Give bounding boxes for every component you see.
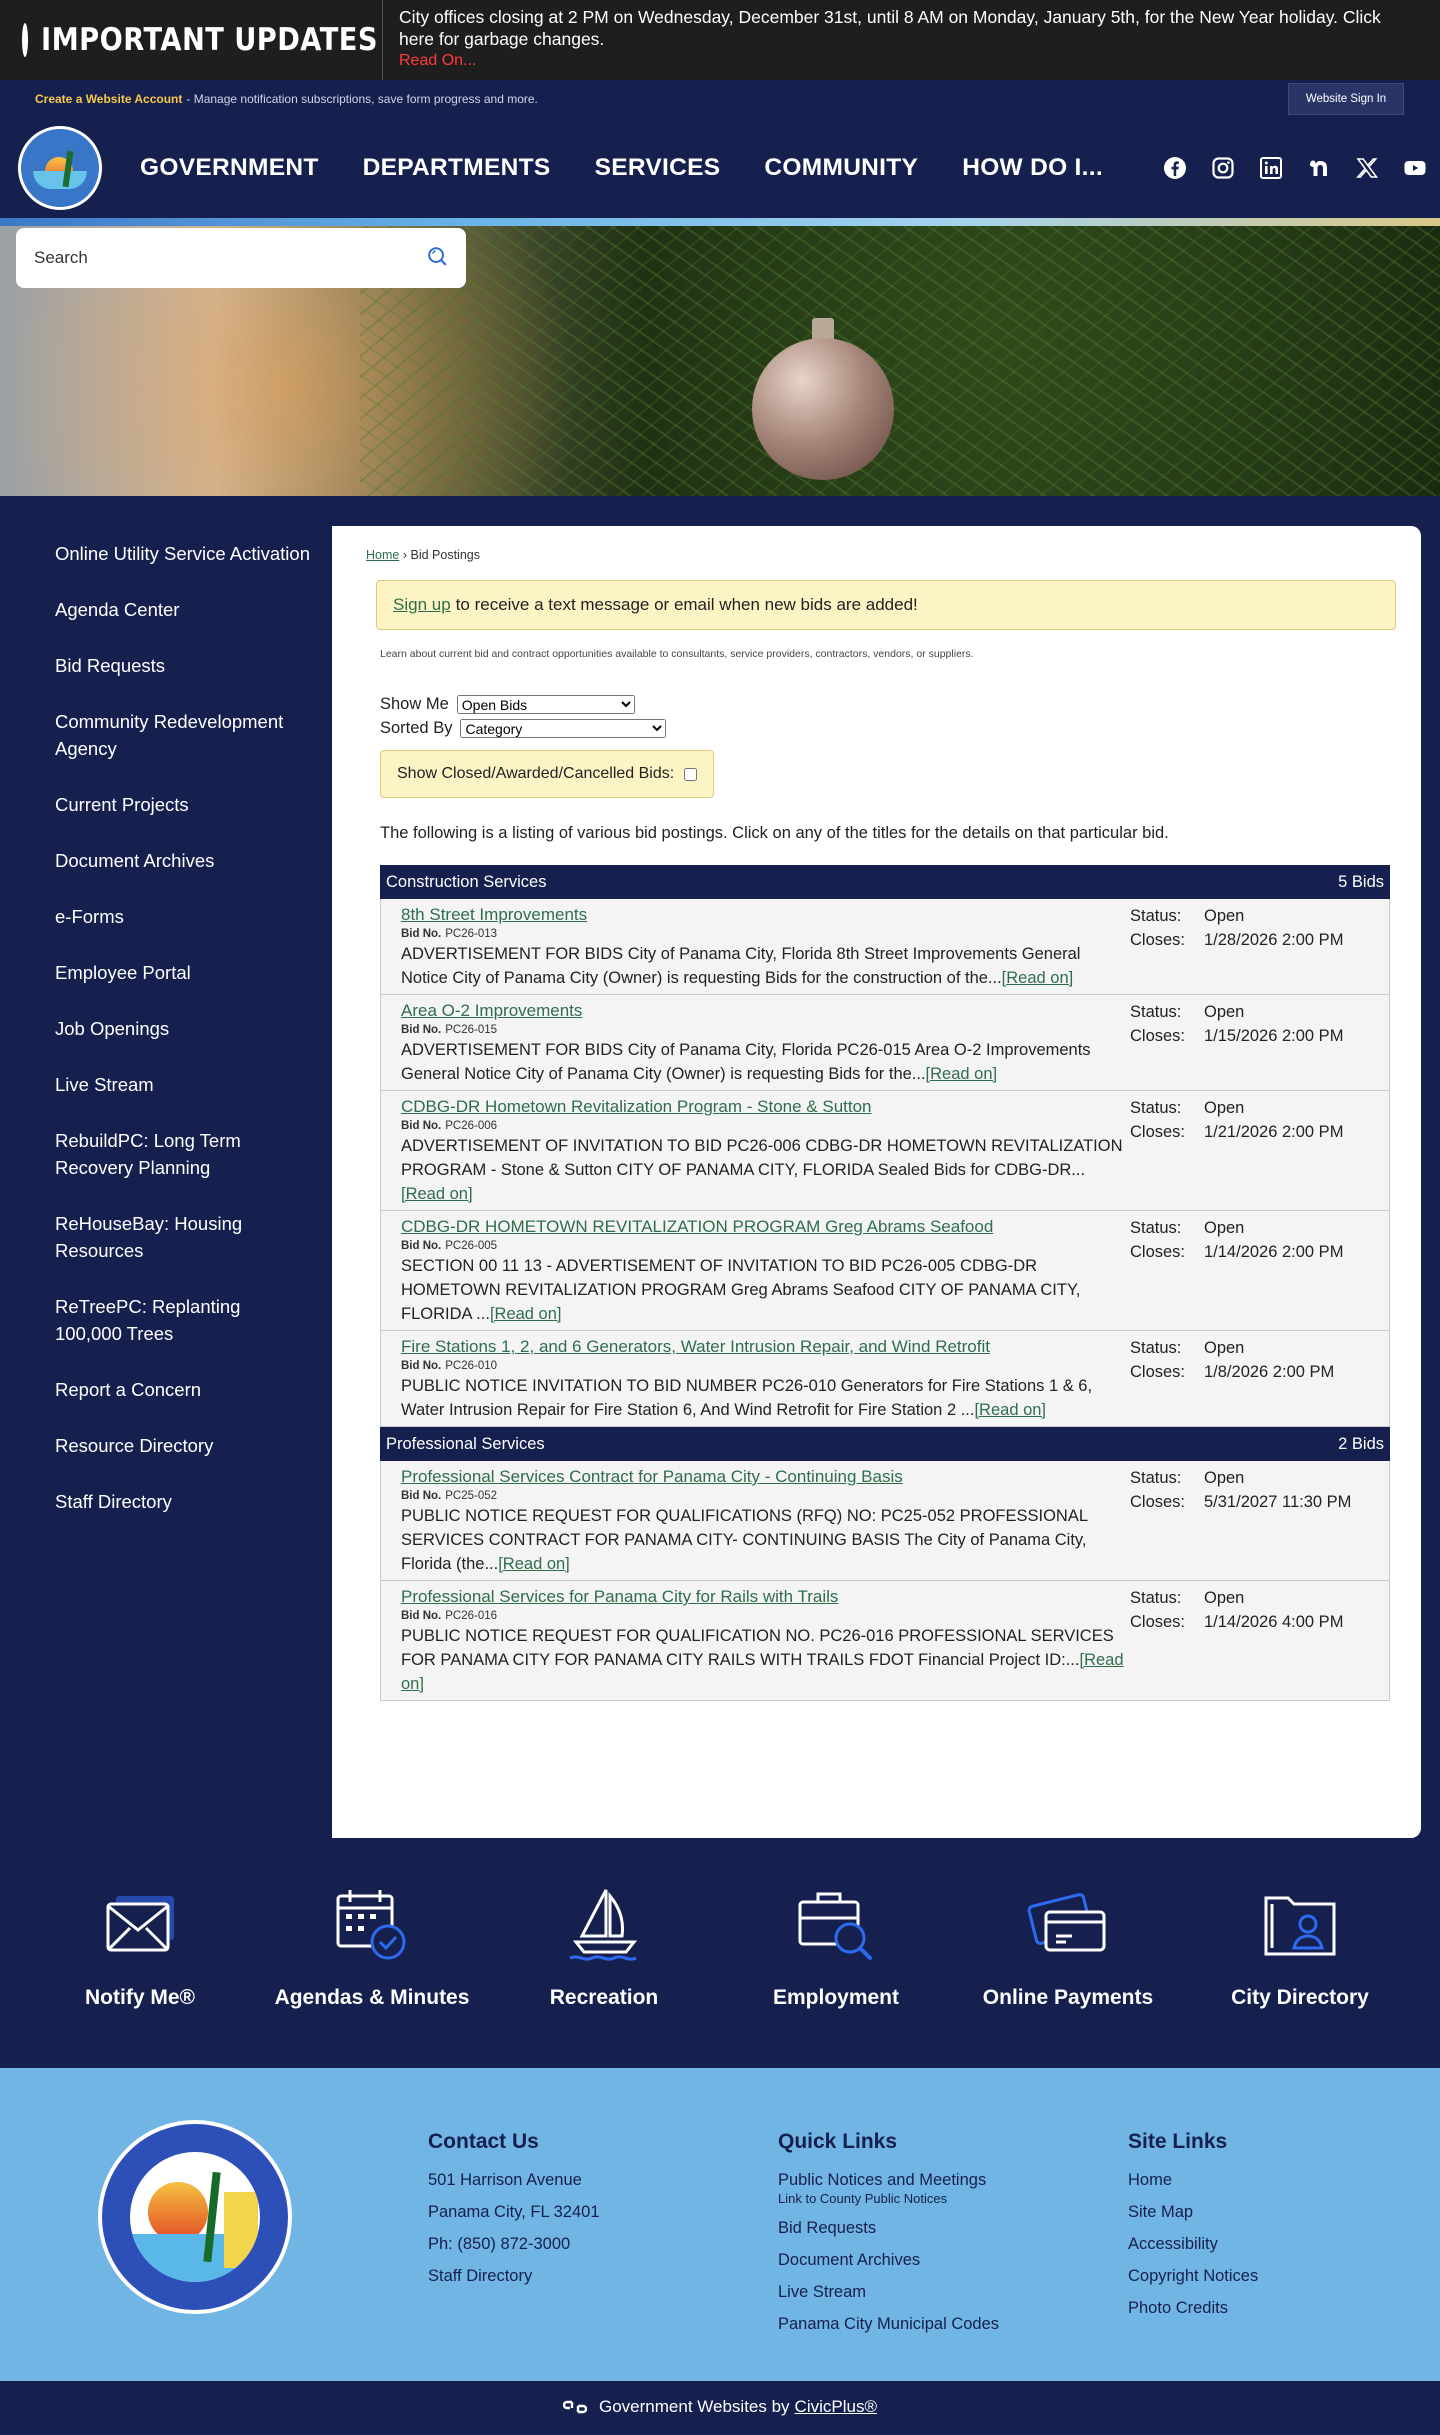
main-area [0,496,1440,1838]
county-notices-link[interactable]: Link to County Public Notices [778,2191,948,2206]
civicplus-icon [563,2400,587,2414]
closes-value: 1/15/2026 2:00 PM [1204,1027,1344,1045]
alert-text[interactable]: City offices closing at 2 PM on Wednesday, December 31st, until 8 AM on Monday, January 5th, for the New Year holiday. Click here for garbage changes. [399,7,1381,49]
account-strip [0,80,1440,118]
website-sign-in-button[interactable]: Website Sign In [1288,83,1404,115]
bid-description: ADVERTISEMENT FOR BIDS City of Panama City, Florida PC26-015 Area O-2 Improvements General Notice City of Panama City (Owner) is requesting Bids for the...[Read on] [401,1041,1091,1083]
closes-value: 1/14/2026 2:00 PM [1204,1243,1344,1261]
tile-label: Online Payments [982,1986,1154,2009]
closes-value: 1/21/2026 2:00 PM [1204,1123,1344,1141]
sidebar-item-bid-requests[interactable]: Bid Requests [55,655,166,676]
sidebar-item-job-openings[interactable]: Job Openings [55,1018,170,1039]
linkedin-icon[interactable] [1258,155,1284,181]
bid-title-link[interactable]: CDBG-DR HOMETOWN REVITALIZATION PROGRAM Greg Abrams Seafood [401,1217,994,1236]
sailboat-icon [562,1882,646,1966]
bid-description-text: Learn about current bid and contract opportunities available to consultants, service providers, contractors, vendors, or suppliers. [380,648,974,660]
bid-status: Status: Open Closes: 1/15/2026 2:00 PM [1130,1000,1343,1048]
bid-status: Status: Open Closes: 1/21/2026 2:00 PM [1130,1096,1343,1144]
accessibility-link[interactable]: Accessibility [1128,2235,1218,2253]
briefcase-search-icon [794,1882,878,1966]
signup-text: to receive a text message or email when new bids are added! [455,595,918,614]
municipal-codes-link[interactable]: Panama City Municipal Codes [778,2315,1000,2333]
sidebar-item-document-archives[interactable]: Document Archives [55,850,215,871]
read-on-link[interactable]: [Read on] [401,1185,473,1203]
tile-notify-me[interactable] [40,1882,240,2068]
sidebar-item-online-utility[interactable]: Online Utility Service Activation [55,543,310,564]
facebook-icon[interactable] [1162,155,1188,181]
hero-banner [0,226,1440,496]
nextdoor-icon[interactable] [1306,155,1332,181]
closes-value: 1/14/2026 4:00 PM [1204,1613,1344,1631]
status-value: Open [1204,1469,1245,1487]
copyright-link[interactable]: Copyright Notices [1128,2267,1259,2285]
bid-listing [380,865,1390,1701]
status-value: Open [1204,1339,1245,1357]
public-notices-link[interactable]: Public Notices and Meetings [778,2171,987,2189]
main-nav [140,154,1147,182]
bid-row [380,899,1390,995]
bid-status: Status: Open Closes: 5/31/2027 11:30 PM [1130,1466,1351,1514]
nav-departments[interactable]: DEPARTMENTS [362,154,551,181]
bid-row [380,1581,1390,1701]
footer-heading: Contact Us [428,2130,539,2153]
quick-link-tiles [0,1838,1440,2068]
bid-number: Bid No. PC26-013 [401,928,498,940]
tile-label: Recreation [549,1986,659,2009]
tile-label: Notify Me® [85,1986,195,2009]
credit-prefix: Government Websites by [599,2397,790,2416]
sidebar-item-live-stream[interactable]: Live Stream [55,1074,154,1095]
search-input[interactable] [34,248,414,268]
bid-row [380,1091,1390,1211]
bid-number: Bid No. PC26-006 [401,1120,498,1132]
sidebar-item-staff-directory[interactable]: Staff Directory [55,1491,172,1512]
show-closed-toggle [380,750,714,798]
status-value: Open [1204,1099,1245,1117]
city-seal-logo[interactable] [98,2120,292,2314]
youtube-icon[interactable] [1402,155,1428,181]
bid-description: SECTION 00 11 13 - ADVERTISEMENT OF INVITATION TO BID PC26-005 CDBG-DR HOMETOWN REVITALIZATION PROGRAM Greg Abrams Seafood CITY OF PANAMA CITY, FLORIDA ...[Read on] [401,1257,1081,1323]
search-icon[interactable] [426,245,448,272]
tile-agendas-minutes[interactable] [272,1882,472,2068]
sorted-by-label: Sorted By [380,718,453,737]
sidebar-item-rehousebay[interactable]: ReHouseBay: Housing Resources [55,1213,243,1261]
read-on-link[interactable]: [Read on] [1001,969,1074,987]
read-on-link[interactable]: [Read on] [925,1065,998,1083]
bid-status: Status: Open Closes: 1/8/2026 2:00 PM [1130,1336,1334,1384]
credit-card-icon [1026,1882,1110,1966]
closes-value: 1/28/2026 2:00 PM [1204,931,1344,949]
status-value: Open [1204,907,1245,925]
closes-value: 5/31/2027 11:30 PM [1204,1493,1352,1511]
bid-status: Status: Open Closes: 1/14/2026 2:00 PM [1130,1216,1343,1264]
bid-description: PUBLIC NOTICE INVITATION TO BID NUMBER PC26-010 Generators for Fire Stations 1 & 6, Water Intrusion Repair for Fire Station 6, And Wind Retrofit for Fire Station 2 ...[Read on] [401,1377,1093,1419]
nav-services[interactable]: SERVICES [594,154,721,181]
bid-number: Bid No. PC26-010 [401,1360,498,1372]
document-archives-link[interactable]: Document Archives [778,2251,921,2269]
tile-label: Agendas & Minutes [274,1986,470,2009]
bid-number: Bid No. PC26-005 [401,1240,498,1252]
bid-status: Status: Open Closes: 1/28/2026 2:00 PM [1130,904,1343,952]
breadcrumb [366,548,1387,562]
city-line: Panama City, FL 32401 [428,2203,600,2221]
footer-site-links [1128,2130,1258,2330]
sorted-by-select[interactable] [460,719,666,738]
header-color-stripe [0,218,1440,226]
ornament-image [752,338,894,480]
civicplus-link[interactable]: CivicPlus® [794,2397,877,2416]
city-logo[interactable] [18,126,102,210]
bid-row [380,1461,1390,1581]
nav-community[interactable]: COMMUNITY [764,154,919,181]
signup-notice [376,580,1396,630]
breadcrumb-home-link[interactable]: Home [366,548,400,562]
bid-title-link[interactable]: Professional Services Contract for Panama City - Continuing Basis [401,1467,903,1486]
staff-directory-link[interactable]: Staff Directory [428,2267,533,2285]
sidebar-item-employee-portal[interactable]: Employee Portal [55,962,191,983]
bid-title-link[interactable]: Fire Stations 1, 2, and 6 Generators, Water Intrusion Repair, and Wind Retrofit [401,1337,990,1356]
alert-heading [0,0,383,80]
bid-status: Status: Open Closes: 1/14/2026 4:00 PM [1130,1586,1343,1634]
calendar-check-icon [330,1882,414,1966]
breadcrumb-separator: › [402,548,407,562]
show-me-select[interactable] [457,695,635,714]
bid-description: PUBLIC NOTICE REQUEST FOR QUALIFICATIONS (RFQ) NO: PC25-052 PROFESSIONAL SERVICES CONTRACT FOR PANAMA CITY- CONTINUING BASIS The City of Panama City, Florida (the...[Read on] [401,1507,1088,1573]
category-header [380,865,1390,899]
tile-online-payments[interactable] [968,1882,1168,2068]
category-count: 5 Bids [1338,872,1384,891]
read-on-link[interactable]: [Read on] [498,1555,570,1573]
site-header [0,118,1440,218]
show-closed-label: Show Closed/Awarded/Cancelled Bids: [397,765,675,782]
category-header [380,1427,1390,1461]
breadcrumb-current: Bid Postings [410,548,480,562]
footer-heading: Site Links [1128,2130,1228,2153]
envelope-icon [98,1882,182,1966]
closes-value: 1/8/2026 2:00 PM [1204,1363,1335,1381]
tile-recreation[interactable] [504,1882,704,2068]
create-account-link[interactable]: Create a Website Account [35,92,183,106]
status-value: Open [1204,1589,1245,1607]
category-name: Construction Services [386,872,547,891]
search-bar [16,228,466,288]
alert-title: IMPORTANT UPDATES [41,22,378,58]
sidebar-item-rebuildpc[interactable]: RebuildPC: Long Term Recovery Planning [55,1130,241,1178]
sidebar-item-current-projects[interactable]: Current Projects [55,794,189,815]
bid-description: PUBLIC NOTICE REQUEST FOR QUALIFICATION NO. PC26-016 PROFESSIONAL SERVICES FOR PANAMA CITY FOR PANAMA CITY RAILS WITH TRAILS FDOT Financial Project ID:...[Read on] [401,1627,1124,1693]
read-on-link[interactable]: [Read on] [489,1305,562,1323]
read-on-link[interactable]: [Read on] [974,1401,1047,1419]
tile-label: Employment [772,1986,900,2009]
live-stream-link[interactable]: Live Stream [778,2283,867,2301]
bid-title-link[interactable]: CDBG-DR Hometown Revitalization Program - Stone & Sutton [401,1097,872,1116]
sidebar-item-retreepc[interactable]: ReTreePC: Replanting 100,000 Trees [55,1296,241,1344]
sidebar [0,496,330,1544]
tile-employment[interactable] [736,1882,936,2068]
important-updates-bar [0,0,1440,80]
nav-government[interactable]: GOVERNMENT [140,154,319,181]
alert-dot-icon [22,23,28,57]
category-count: 2 Bids [1338,1434,1384,1453]
tile-label: City Directory [1231,1986,1369,2009]
footer-heading: Quick Links [778,2130,898,2153]
site-footer [0,2068,1440,2381]
nav-how-do-i[interactable]: HOW DO I... [962,154,1103,181]
bid-number: Bid No. PC25-052 [401,1490,498,1502]
instagram-icon[interactable] [1210,155,1236,181]
status-value: Open [1204,1219,1245,1237]
civicplus-credit-bar [0,2381,1440,2433]
bid-title-link[interactable]: Area O-2 Improvements [401,1001,583,1020]
tile-city-directory[interactable] [1200,1882,1400,2068]
account-tagline: - Manage notification subscriptions, save form progress and more. [186,92,538,106]
alert-read-on-link[interactable]: Read On... [399,52,477,69]
footer-quick-links [778,2130,999,2346]
social-links [1140,155,1428,181]
bid-number: Bid No. PC26-015 [401,1024,498,1036]
sidebar-item-community-redevelopment[interactable]: Community Redevelopment Agency [55,711,284,759]
sidebar-item-resource-directory[interactable]: Resource Directory [55,1435,214,1456]
phone-line: Ph: (850) 872-3000 [428,2235,571,2253]
bid-number: Bid No. PC26-016 [401,1610,498,1622]
signup-link[interactable]: Sign up [393,595,451,614]
folder-person-icon [1258,1882,1342,1966]
home-link[interactable]: Home [1128,2171,1173,2189]
x-icon[interactable] [1354,155,1380,181]
bid-row [380,1331,1390,1427]
bid-requests-link[interactable]: Bid Requests [778,2219,877,2237]
sidebar-item-report-a-concern[interactable]: Report a Concern [55,1379,202,1400]
bid-row [380,1211,1390,1331]
listing-intro: The following is a listing of various bid postings. Click on any of the titles for the details on that particular bid. [380,824,1169,842]
sidebar-item-agenda-center[interactable]: Agenda Center [55,599,180,620]
status-value: Open [1204,1003,1245,1021]
bid-row [380,995,1390,1091]
show-closed-checkbox[interactable] [684,768,697,781]
bid-description: ADVERTISEMENT OF INVITATION TO BID PC26-006 CDBG-DR HOMETOWN REVITALIZATION PROGRAM - Stone & Sutton CITY OF PANAMA CITY, FLORIDA Sealed Bids for CDBG-DR...[Read on] [401,1137,1123,1203]
category-name: Professional Services [386,1434,545,1453]
bid-title-link[interactable]: Professional Services for Panama City for Rails with Trails [401,1587,839,1606]
address-line: 501 Harrison Avenue [428,2171,582,2189]
bid-description: ADVERTISEMENT FOR BIDS City of Panama City, Florida 8th Street Improvements General Notice City of Panama City (Owner) is requesting Bids for the construction of the...[Read on] [401,945,1081,987]
show-me-label: Show Me [380,694,449,713]
read-on-link[interactable]: [Read on] [401,1651,1124,1693]
bid-title-link[interactable]: 8th Street Improvements [401,905,588,924]
content-panel [332,526,1421,1838]
photo-credits-link[interactable]: Photo Credits [1128,2299,1228,2317]
bid-filters [380,692,1387,740]
sidebar-item-e-forms[interactable]: e-Forms [55,906,124,927]
alert-message[interactable] [383,0,1440,80]
site-map-link[interactable]: Site Map [1128,2203,1194,2221]
footer-contact-us [428,2130,600,2298]
